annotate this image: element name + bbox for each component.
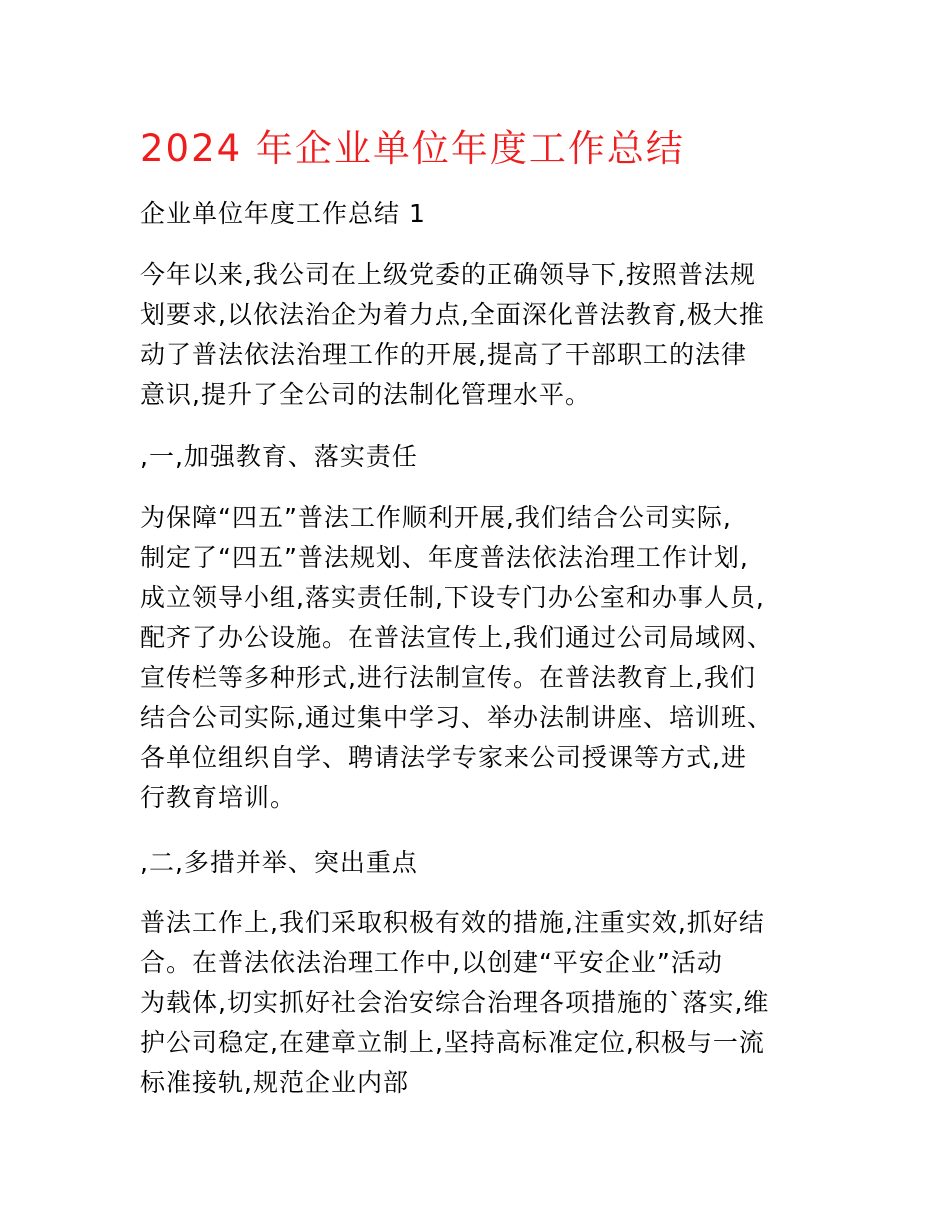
text-line: 为载体,切实抓好社会治安综合治理各项措施的`落实,维 xyxy=(140,988,770,1017)
text-line: 配齐了办公设施。在普法宣传上,我们通过公司局域网、 xyxy=(140,623,773,652)
text-line: 标准接轨,规范企业内部 xyxy=(140,1068,409,1097)
text-line: 结合公司实际,通过集中学习、举办法制讲座、培训班、 xyxy=(140,703,773,732)
text-line: 划要求,以依法治企为着力点,全面深化普法教育,极大推 xyxy=(140,300,765,329)
text-line: 动了普法依法治理工作的开展,提高了干部职工的法律 xyxy=(140,340,747,369)
text-line: 合。在普法依法治理工作中,以创建“平安企业”活动 xyxy=(140,948,723,977)
text-line: 宣传栏等多种形式,进行法制宣传。在普法教育上,我们 xyxy=(140,663,756,692)
text-line: 意识,提升了全公司的法制化管理水平。 xyxy=(140,380,591,409)
text-line: 为保障“四五”普法工作顺利开展,我们结合公司实际, xyxy=(140,503,732,532)
document-subtitle: 企业单位年度工作总结 1 xyxy=(140,199,426,228)
text-line: 成立领导小组,落实责任制,下设专门办公室和办事人员, xyxy=(140,583,765,612)
document-title: 2024 年企业单位年度工作总结 xyxy=(140,127,685,170)
paragraph-section-1 xyxy=(140,498,820,818)
paragraph-intro xyxy=(140,255,820,415)
paragraph-section-2 xyxy=(140,903,820,1103)
text-line: 制定了“四五”普法规划、年度普法依法治理工作计划, xyxy=(140,543,749,572)
section-heading-1: ,一,加强教育、落实责任 xyxy=(140,442,418,471)
text-line: 普法工作上,我们采取积极有效的措施,注重实效,抓好结 xyxy=(140,908,765,937)
text-line: 护公司稳定,在建章立制上,坚持高标准定位,积极与一流 xyxy=(140,1028,765,1057)
text-line: 今年以来,我公司在上级党委的正确领导下,按照普法规 xyxy=(140,260,756,289)
section-heading-2: ,二,多措并举、突出重点 xyxy=(140,848,418,877)
text-line: 行教育培训。 xyxy=(140,783,297,812)
text-line: 各单位组织自学、聘请法学专家来公司授课等方式,进 xyxy=(140,743,747,772)
